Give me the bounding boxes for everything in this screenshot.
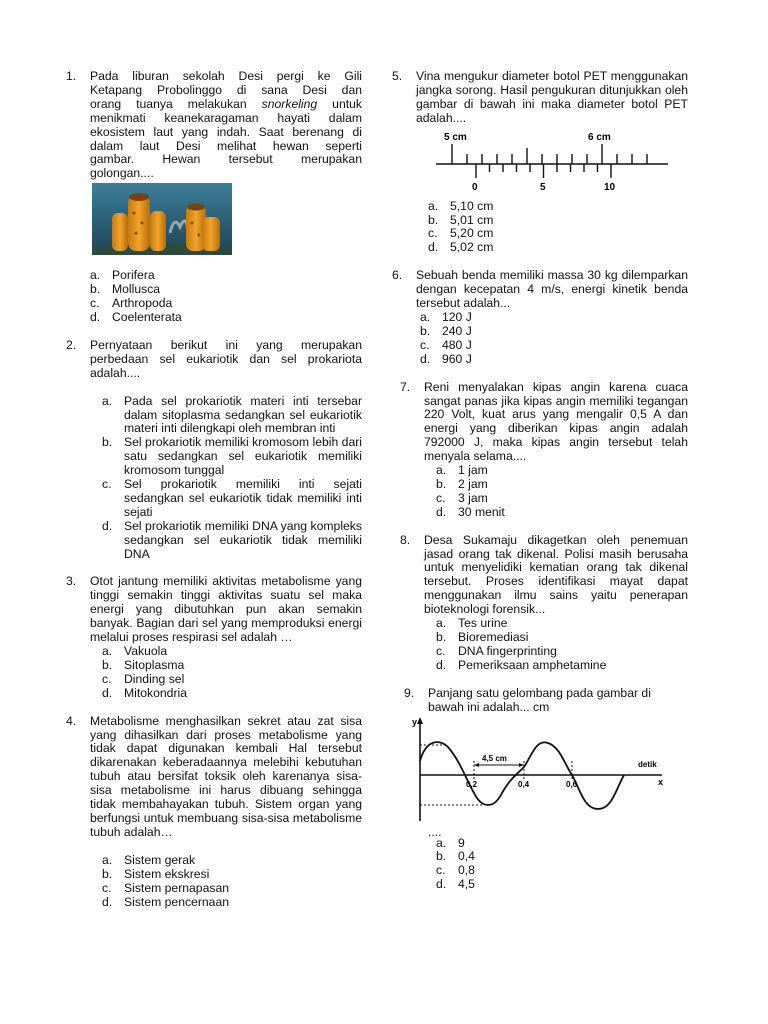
option-d[interactable]: d. Sistem pencernaan <box>102 894 230 909</box>
option-c[interactable]: c. Sistem pernapasan <box>102 880 230 895</box>
question-number: 2. <box>66 337 77 352</box>
question-7 <box>400 381 688 520</box>
question-8 <box>400 534 688 673</box>
option-a[interactable]: a. 120 J <box>420 309 472 324</box>
option-a[interactable]: a. Sistem gerak <box>102 852 196 867</box>
option-b[interactable]: b. Sistem ekskresi <box>102 866 210 881</box>
options-list <box>428 200 688 256</box>
question-text: Panjang satu gelombang pada gambar di bawah ini adalah... cm <box>428 685 651 714</box>
question-number: 4. <box>66 713 77 728</box>
question-text: Pada liburan sekolah Desi pergi ke Gili Ketapang Probolinggo di sana Desi dan orang tuanya melakukan snorkeling untuk menikmati keanekaragaman hayati dalam ekosistem laut yang indah. Saat berenang di dalam laut Desi melihat hewan seperti gambar. Hewan tersebut merupakan golongan.... <box>90 69 362 181</box>
option-d[interactable]: d. 5,02 cm <box>428 240 494 255</box>
question-2 <box>66 339 362 562</box>
option-c[interactable]: c. 0,8 <box>436 863 475 878</box>
question-number: 5. <box>392 69 403 83</box>
option-c[interactable]: c. Dinding sel <box>102 671 185 686</box>
option-c[interactable]: c. 5,20 cm <box>428 226 494 241</box>
question-5 <box>392 70 688 255</box>
vernier-label-10: 10 <box>604 181 616 193</box>
time-axis-label: detik <box>638 759 657 769</box>
option-b[interactable]: b. 2 jam <box>436 476 488 491</box>
question-text: Pernyataan berikut ini yang merupakan perbedaan sel eukariotik dan sel prokariota adalah.... <box>90 337 362 380</box>
options-list <box>436 837 688 893</box>
question-text: Reni menyalakan kipas angin karena cuaca sangat panas jika kipas angin memiliki tegangan 220 Volt, kuat arus yang mengalir 0,5 A dan energi yang diberikan kipas angin adalah 792000 J, maka kipas angin tersebut telah menyala selama.... <box>424 379 688 464</box>
option-d[interactable]: d. Sel prokariotik memiliki DNA yang kompleks sedangkan sel eukariotik tidak memiliki DNA <box>102 518 362 561</box>
option-b[interactable]: b. Sitoplasma <box>102 657 185 672</box>
option-c[interactable]: c. DNA fingerprinting <box>436 643 557 658</box>
option-a[interactable]: a. Porifera <box>90 268 155 283</box>
vernier-label-5: 5 <box>540 181 546 193</box>
options-list <box>102 395 362 562</box>
right-column <box>392 70 688 892</box>
option-c[interactable]: c. 480 J <box>420 337 472 352</box>
question-text: Desa Sukamaju dikagetkan oleh penemuan jasad orang tak dikenal. Polisi masih berusaha untuk menyelidiki kematian orang tak dikenal tersebut. Proses identifikasi mayat dapat menggunakan ilmu sains yaitu penerapan bioteknologi forensik... <box>424 532 688 617</box>
option-a[interactable]: a. Tes urine <box>436 616 508 631</box>
option-b[interactable]: b. Sel prokariotik memiliki kromosom lebih dari satu sedangkan sel eukariotik memiliki kromosom tunggal <box>102 435 362 478</box>
option-c[interactable]: c. 3 jam <box>436 490 488 505</box>
sponge-photo <box>92 183 232 255</box>
option-d[interactable]: d. 30 menit <box>436 504 505 519</box>
options-list <box>102 854 362 910</box>
option-a[interactable]: a. 1 jam <box>436 463 488 478</box>
option-a[interactable]: a. 9 <box>436 835 465 850</box>
vernier-caliper-figure <box>436 128 668 194</box>
options-list <box>436 617 688 673</box>
option-d[interactable]: d. Coelenterata <box>90 309 182 324</box>
options-list <box>436 464 688 520</box>
question-number: 8. <box>400 532 411 547</box>
option-b[interactable]: b. 240 J <box>420 323 472 338</box>
time-tick-0.6: 0,6 <box>566 779 578 789</box>
question-4 <box>66 715 362 910</box>
wavelength-distance-label: 4,5 cm <box>482 753 507 763</box>
wave-figure <box>412 717 667 827</box>
option-b[interactable]: b. Mollusca <box>90 282 161 297</box>
option-b[interactable]: b. 5,01 cm <box>428 212 494 227</box>
question-text: Vina mengukur diameter botol PET menggunakan jangka sorong. Hasil pengukuran ditunjukkan oleh gambar di bawah ini maka diameter botol PET adalah.... <box>416 69 688 125</box>
question-1 <box>66 70 362 325</box>
option-a[interactable]: a. Pada sel prokariotik materi inti tersebar dalam sitoplasma sedangkan sel eukariotik materi inti dilengkapi oleh membran inti <box>102 393 362 436</box>
left-column <box>66 70 362 909</box>
question-3 <box>66 575 362 700</box>
question-text: Metabolisme menghasilkan sekret atau zat sisa yang dihasilkan dari proses metabolisme yang tidak dapat digunakan kembali Hal tersebut dikarenakan keberadaannya melebihi kebutuhan tubuh atau bersifat toksik oleh karenanya sisa-sisa metabolisme ini harus dibuang sehingga tidak membahayakan tubuh. Sistem organ yang berfungsi untuk membuang sisa-sisa metabolisme tubuh adalah… <box>90 713 362 839</box>
time-tick-0.2: 0,2 <box>466 779 478 789</box>
time-tick-0.4: 0,4 <box>518 779 530 789</box>
option-d[interactable]: d. 4,5 <box>436 877 475 892</box>
option-c[interactable]: c. Arthropoda <box>90 296 173 311</box>
x-axis-label: x <box>658 776 664 787</box>
question-number: 1. <box>66 69 77 83</box>
question-number: 3. <box>66 574 77 589</box>
options-list <box>102 645 362 701</box>
option-b[interactable]: b. Bioremediasi <box>436 630 529 644</box>
question-number: 9. <box>404 685 415 700</box>
question-9 <box>404 687 688 892</box>
option-a[interactable]: a. 5,10 cm <box>428 198 494 213</box>
option-d[interactable]: d. 960 J <box>420 351 472 366</box>
options-list <box>90 269 362 325</box>
vernier-label-0: 0 <box>472 181 478 193</box>
main-scale-label-left: 5 cm <box>444 131 467 143</box>
option-c[interactable]: c. Sel prokariotik memiliki inti sejati sedangkan sel eukariotik tidak memiliki inti sejati <box>102 477 362 519</box>
question-number: 7. <box>400 379 411 394</box>
y-axis-label: y <box>412 716 418 727</box>
option-a[interactable]: a. Vakuola <box>102 644 168 658</box>
question-number: 6. <box>392 268 403 283</box>
main-scale-label-right: 6 cm <box>588 131 611 143</box>
options-list <box>420 311 688 367</box>
option-d[interactable]: d. Pemeriksaan amphetamine <box>436 657 607 672</box>
question-text: Sebuah benda memiliki massa 30 kg dilemparkan dengan kecepatan 4 m/s, energi kinetik benda tersebut adalah... <box>416 268 688 311</box>
option-b[interactable]: b. 0,4 <box>436 849 475 864</box>
question-text: Otot jantung memiliki aktivitas metabolisme yang tinggi semakin tinggi aktivitas suatu sel maka energi yang dibutuhkan pun akan semakin banyak. Bagian dari sel yang memproduksi energi melalui proses respirasi sel adalah … <box>90 574 362 645</box>
question-6 <box>392 269 688 366</box>
option-d[interactable]: d. Mitokondria <box>102 685 187 700</box>
trailing-ellipsis: .... <box>428 824 442 839</box>
